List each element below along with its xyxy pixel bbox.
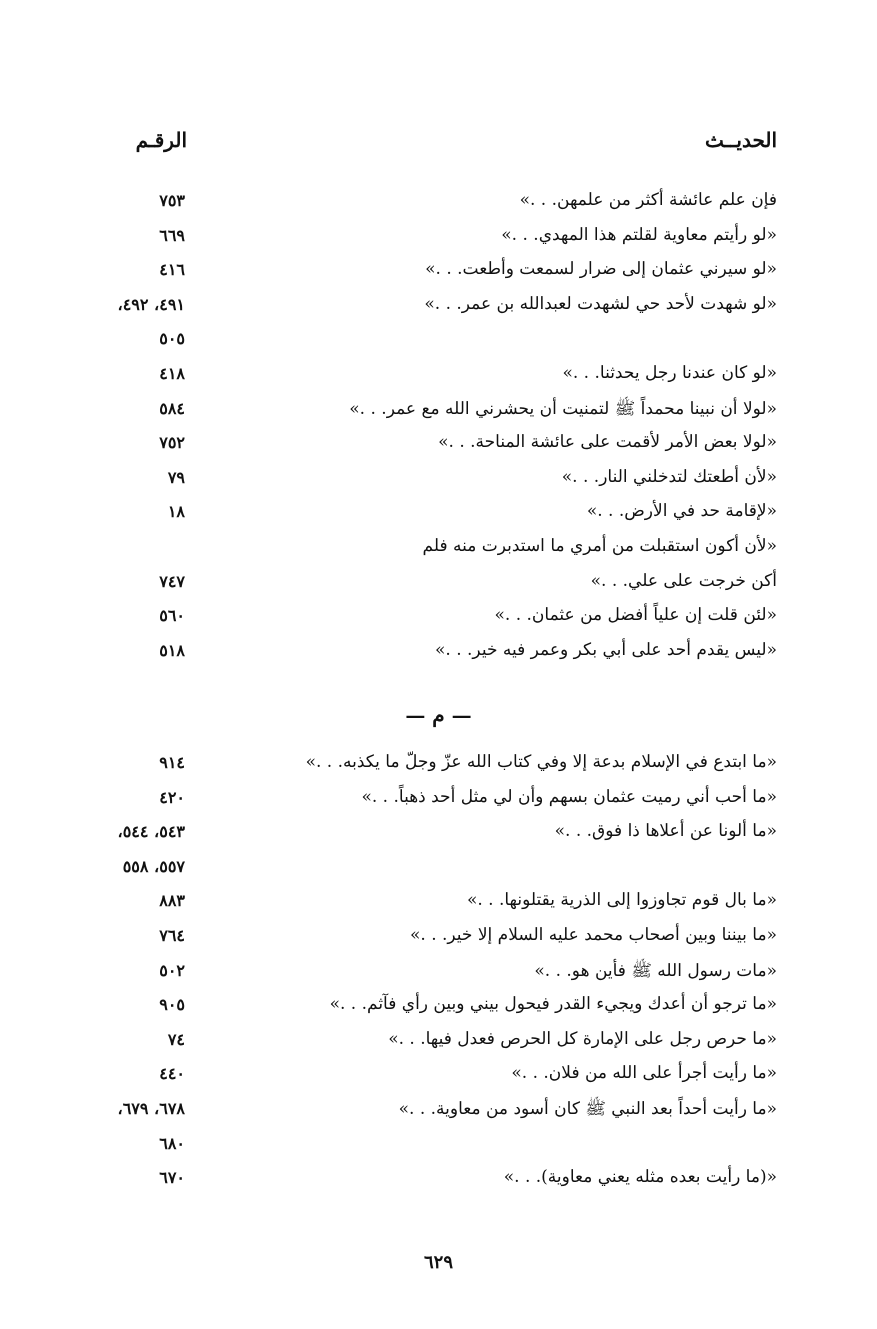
hadith-text: «لأن أكون استقبلت من أمري ما استدبرت منه فلم — [422, 536, 777, 556]
hadith-number: ٤١٦ — [159, 260, 185, 279]
hadith-number: ٧٥٣ — [159, 191, 185, 210]
section-heading: — م — — [405, 703, 472, 727]
hadith-number: ٤٤٠ — [159, 1064, 185, 1083]
hadith-text: فإن علم عائشة أكثر من علمهن. . .» — [519, 190, 777, 210]
hadith-number: ٥١٨ — [159, 641, 185, 660]
hadith-number: ٦٨٠ — [159, 1134, 185, 1153]
hadith-text: «لولا أن نبينا محمداً ﷺ لتمنيت أن يحشرني الله مع عمر. . .» — [349, 399, 777, 419]
hadith-text: «ما أحب أني رميت عثمان بسهم وأن لي مثل أحد ذهباً. . .» — [361, 787, 777, 807]
hadith-text: «لو شهدت لأحد حي لشهدت لعبدالله بن عمر. . .» — [424, 294, 777, 314]
hadith-number: ٦٧٠ — [159, 1168, 185, 1187]
hadith-text: «ما رأيت أحداً بعد النبي ﷺ كان أسود من معاوية. . .» — [398, 1099, 777, 1119]
hadith-text: «لولا بعض الأمر لأقمت على عائشة المناحة. . .» — [438, 432, 777, 452]
hadith-number: ٧٤ — [167, 1030, 185, 1049]
hadith-number: ٤٢٠ — [159, 788, 185, 807]
hadith-number: ٥٤٣، ٥٤٤، — [117, 822, 185, 841]
hadith-number: ٨٨٣ — [159, 891, 185, 910]
hadith-number: ٥٦٠ — [159, 606, 185, 625]
hadith-text: «(ما رأيت بعده مثله يعني معاوية). . .» — [503, 1167, 777, 1187]
hadith-number: ٥٠٥ — [159, 329, 185, 348]
column-header-number: الرقـم — [135, 128, 187, 152]
hadith-number: ٥٨٤ — [159, 399, 185, 418]
hadith-text: «لإقامة حد في الأرض. . .» — [586, 501, 777, 521]
hadith-number: ٧٤٧ — [159, 572, 185, 591]
hadith-text: «لو سيرني عثمان إلى ضرار لسمعت وأطعت. . .» — [425, 259, 777, 279]
hadith-number: ٦٦٩ — [159, 226, 185, 245]
hadith-text: «لأن أطعتك لتدخلني النار. . .» — [561, 467, 777, 487]
hadith-number: ٧٦٤ — [159, 926, 185, 945]
hadith-number: ٥٠٢ — [159, 961, 185, 980]
hadith-number: ٩٠٥ — [159, 995, 185, 1014]
hadith-text: «ليس يقدم أحد على أبي بكر وعمر فيه خير. . .» — [435, 640, 777, 660]
hadith-number: ٩١٤ — [159, 753, 185, 772]
hadith-text: «مات رسول الله ﷺ فأين هو. . .» — [534, 961, 777, 981]
hadith-text: «ما حرص رجل على الإمارة كل الحرص فعدل فيها. . .» — [388, 1029, 777, 1049]
hadith-number: ٤٩١، ٤٩٢، — [117, 295, 185, 314]
hadith-text: «لو رأيتم معاوية لقلتم هذا المهدي. . .» — [501, 225, 777, 245]
hadith-text: «لو كان عندنا رجل يحدثنا. . .» — [562, 363, 777, 383]
hadith-text: «ما ابتدع في الإسلام بدعة إلا وفي كتاب الله عزّ وجلّ ما يكذبه. . .» — [305, 752, 777, 772]
hadith-number: ٦٧٨، ٦٧٩، — [117, 1099, 185, 1118]
hadith-text: أكن خرجت على علي. . .» — [590, 571, 777, 591]
hadith-number: ١٨ — [167, 502, 185, 521]
hadith-text: «ما رأيت أجرأ على الله من فلان. . .» — [511, 1063, 777, 1083]
hadith-number: ٧٩ — [167, 468, 185, 487]
hadith-text: «لئن قلت إن علياً أفضل من عثمان. . .» — [494, 605, 777, 625]
hadith-number: ٧٥٢ — [159, 433, 185, 452]
hadith-text: «ما بال قوم تجاوزوا إلى الذرية يقتلونها. . .» — [466, 890, 777, 910]
hadith-text: «ما ترجو أن أعدك ويجيء القدر فيحول بيني وبين رأي فآثم. . .» — [329, 994, 777, 1014]
column-header-hadith: الحديــث — [705, 128, 777, 152]
hadith-text: «ما بيننا وبين أصحاب محمد عليه السلام إلا خير. . .» — [410, 925, 777, 945]
hadith-number: ٤١٨ — [159, 364, 185, 383]
hadith-text: «ما ألونا عن أعلاها ذا فوق. . .» — [554, 821, 777, 841]
page-number: ٦٢٩ — [423, 1252, 453, 1273]
hadith-number: ٥٥٧، ٥٥٨ — [122, 857, 185, 876]
